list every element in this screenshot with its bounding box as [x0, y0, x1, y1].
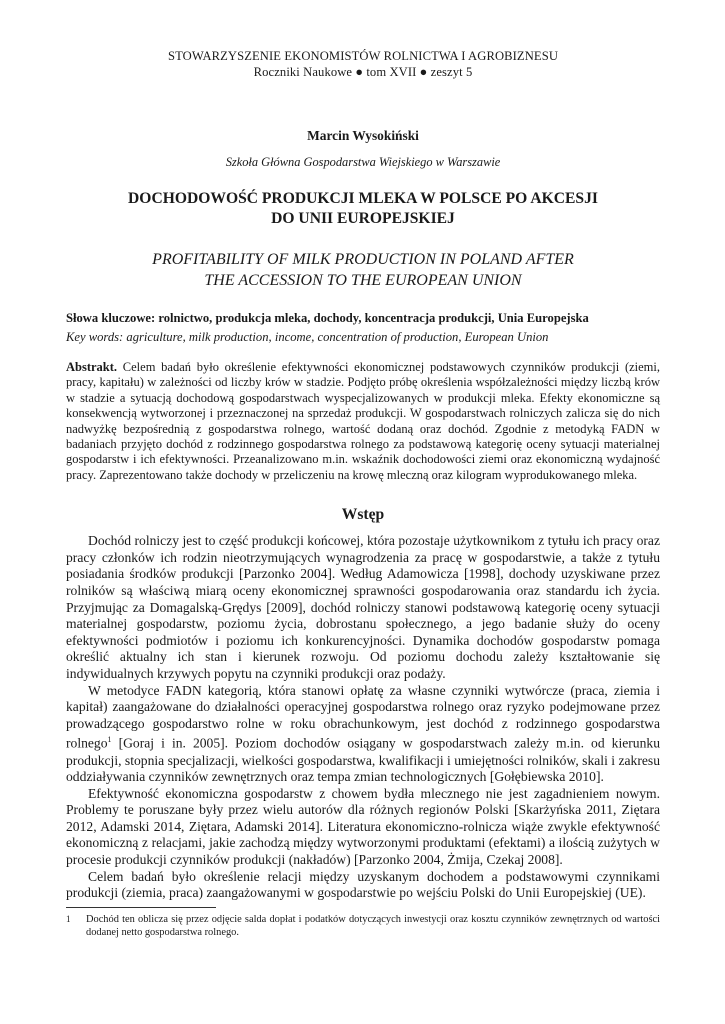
title-polish — [66, 189, 660, 229]
paragraph-text: W metodyce FADN kategorią, która stanowi opłatę za własne czynniki wytwórcze (praca, ziemia i kapitał) zaangażowane do działalności operacyjnej gospodarstwa rolnego oraz ryzyko podejmowane przez prowadzącego gospodarstwo rolne w roku obrachunkowym, jest dochód z rodzinnego gospodarstwa rolnego — [66, 682, 660, 751]
footnote-number: 1 — [66, 913, 71, 924]
abstract-text: Celem badań było określenie efektywności ekonomicznej podstawowych czynników produkcji (ziemi, pracy, kapitału) w zależności od liczby krów w stadzie. Podjęto próbę określenia współzależności między liczbą krów w stadzie a sytuacją dochodową gospodarstwach wyspecjalizowanych w produkcji mleka. Efekty ekonomiczne są konsekwencją wytworzonej i przeznaczonej na sprzedaż produkcji. W gospodarstwach rolniczych zalicza się do nich nadwyżkę bezpośrednią z gospodarstwa rolnego, wartość dodaną oraz dochód. Zgodnie z metodyką FADN w badaniach przyjęto dochód z rodzinnego gospodarstwa rolnego za podstawową kategorię oceny sytuacji materialnej gospodarstw i ich efektywności. Przeanalizowano m.in. wskaźnik dochodowości ziemi oraz ekonomiczną wydajność pracy. Zaprezentowano także dochody w przeliczeniu na krowę mleczną oraz kilogram wyprodukowanego mleka. — [66, 360, 660, 482]
page — [66, 0, 660, 940]
journal-header — [66, 48, 660, 80]
footnote — [66, 913, 660, 940]
body-text — [66, 533, 660, 902]
author-affiliation: Szkoła Główna Gospodarstwa Wiejskiego w Warszawie — [225, 155, 501, 169]
author-name: Marcin Wysokiński — [307, 128, 419, 143]
paragraph-text: [Goraj i in. 2005]. Poziom dochodów osiągany w gospodarstwach zależy m.in. od kierunku produkcji, stopnia specjalizacji, wielkości gospodarstwa, kwalifikacji i umiejętności rolników, skali i zakresu oddziaływania czynników zewnętrznych oraz tempa zmian technologicznych [Gołębiewska 2010]. — [66, 735, 660, 785]
title-english-line: PROFITABILITY OF MILK PRODUCTION IN POLAND AFTER — [152, 251, 574, 268]
journal-issue: Roczniki Naukowe ● tom XVII ● zeszyt 5 — [253, 65, 473, 79]
footnote-text: Dochód ten oblicza się przez odjęcie salda dopłat i podatków dotyczących inwestycji oraz kosztu czynników zewnętrznych od wartości dodanej netto gospodarstwa rolnego. — [86, 913, 660, 939]
paragraph — [66, 683, 660, 786]
paragraph: Celem badań było określenie relacji między uzyskanym dochodem a podstawowymi czynnikami produkcji (ziemia, praca) zaangażowanymi w gospodarstwie po wejściu Polski do Unii Europejskiej (UE). — [66, 868, 660, 901]
footnote-divider — [66, 907, 216, 908]
paragraph: Dochód rolniczy jest to część produkcji końcowej, która pozostaje użytkownikom z tytułu ich pracy oraz pracy członków ich rodzin nieotrzymujących wynagrodzenia za pracę w gospodarstwie, a także z tytułu posiadania środków produkcji [Parzonko 2004]. Według Adamowicza [1998], dochody uzyskiwane przez rolników są właściwą miarą oceny ekonomicznej sprawności gospodarowania oraz standardu ich życia. Przyjmując za Domagalską-Grędys [2009], dochód rolniczy stanowi podstawową kategorię oceny sytuacji materialnej gospodarstw, poziomu życia, dobrostanu społecznego, a jego badanie służy do oceny efektywności podmiotów i poziomu ich konkurencyjności. Dynamika dochodów gospodarstw pomaga określić aktualny ich stan i kierunek rozwoju. Od poziomu dochodu zależy kształtowanie się indywidualnych krzywych popytu na czynniki produkcji oraz podaży. — [66, 533, 660, 681]
abstract — [66, 360, 660, 483]
footnote-ref[interactable]: 1 — [107, 735, 112, 745]
abstract-label: Abstrakt. — [66, 360, 118, 374]
title-english-line: THE ACCESSION TO THE EUROPEAN UNION — [204, 272, 522, 289]
journal-society: STOWARZYSZENIE EKONOMISTÓW ROLNICTWA I AGROBIZNESU — [167, 49, 559, 63]
section-title: Wstęp — [341, 506, 385, 524]
paragraph: Efektywność ekonomiczna gospodarstw z chowem bydła mlecznego nie jest zagadnieniem nowym. Problemy te poruszane były przez wielu autorów dla różnych regionów Polski [Skarżyńska 2011, Ziętara 2012, Adamski 2014, Ziętara, Adamski 2014]. Literatura ekonomiczno-rolnicza wiąże zwykle efektywność ekonomiczną z relacjami, jakie zachodzą między wytworzonymi produktami (efektami) a ilością zużytych w procesie produkcji czynników produkcji (nakładów) [Parzonko 2004, Żmija, Czekaj 2008]. — [66, 785, 660, 868]
keywords-polish: Słowa kluczowe: rolnictwo, produkcja mleka, dochody, koncentracja produkcji, Unia Europejska — [66, 311, 589, 325]
title-english — [66, 249, 660, 291]
keywords-english: Key words: agriculture, milk production, income, concentration of production, European Union — [66, 330, 549, 344]
title-polish-line: DOCHODOWOŚĆ PRODUKCJI MLEKA W POLSCE PO AKCESJI — [128, 190, 598, 207]
title-polish-line: DO UNII EUROPEJSKIEJ — [271, 210, 455, 227]
